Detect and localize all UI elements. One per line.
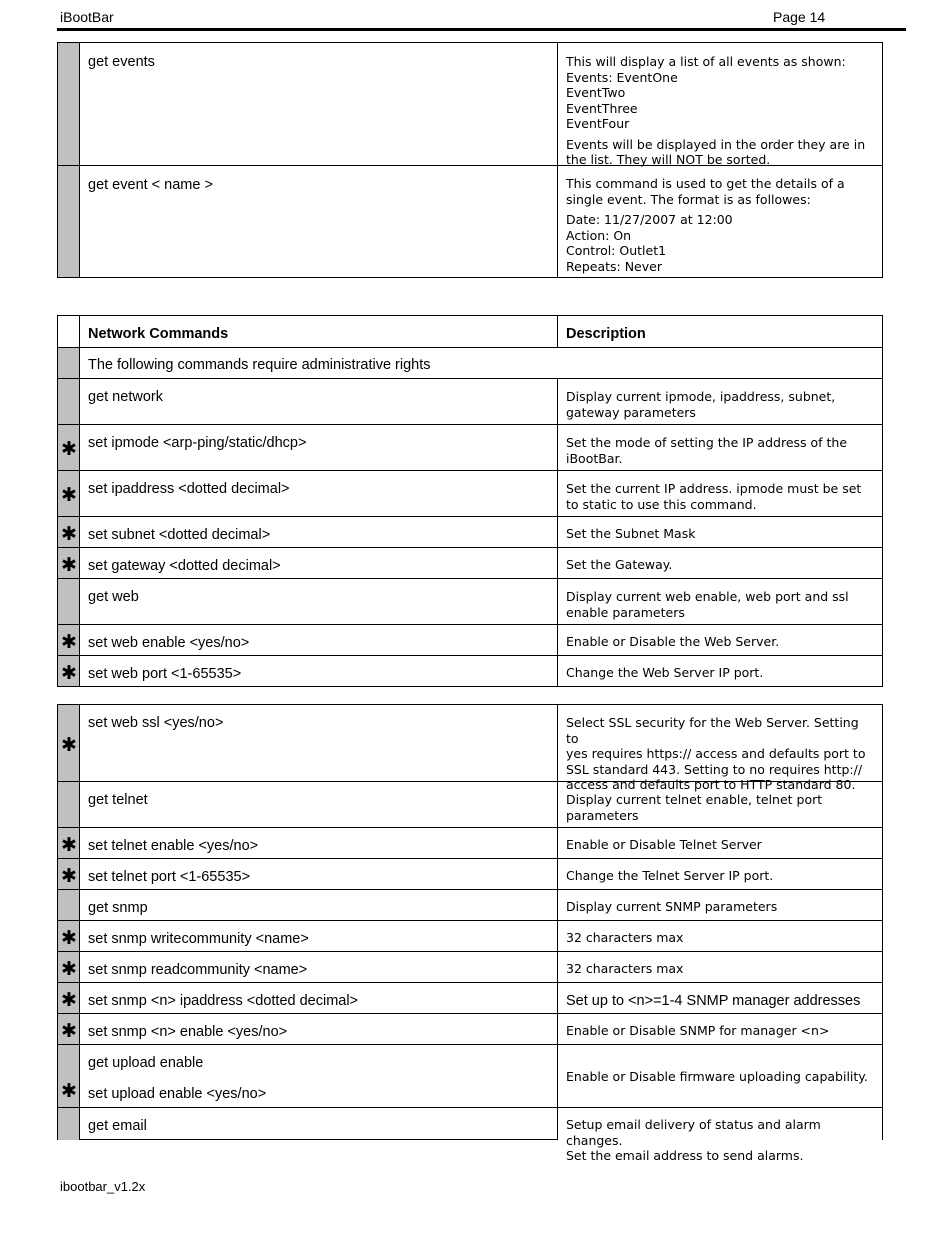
desc-line: Select SSL security for the Web Server. Setting to [566,715,859,746]
desc-line: enable parameters [566,604,685,620]
command-cell: get network [80,379,558,424]
desc-line: Enable or Disable the Web Server. [566,634,780,649]
description-cell [558,828,882,858]
command-cell: set snmp readcommunity <name> [80,952,558,982]
desc-line: to static to use this command. [566,496,757,512]
table-row [57,517,883,548]
description-cell [558,952,882,982]
description-cell [558,471,882,516]
description-cell [558,43,882,165]
row-marker [58,705,80,781]
desc-line: Repeats: Never [566,258,662,274]
admin-required-icon: ✱ [61,523,77,545]
description-cell [558,921,882,951]
desc-line: 32 characters max [566,961,684,976]
table-row [57,166,883,278]
table-row-email [57,1108,883,1163]
description-cell [558,859,882,889]
command-cell: get event < name > [80,166,558,277]
desc-line: This command is used to get the details of a [566,176,845,191]
row-marker [58,828,80,858]
command-cell: get events [80,43,558,165]
table-row [57,983,883,1014]
admin-rights-note: The following commands require administrative rights [88,357,431,373]
desc-line: Display current ipmode, ipaddress, subnet, [566,389,836,404]
table-row [57,625,883,656]
command-cell: set telnet enable <yes/no> [80,828,558,858]
admin-required-icon: ✱ [61,662,77,684]
table-row [57,890,883,921]
description-cell: Enable or Disable firmware uploading capability. [566,1069,868,1084]
desc-line: Set the mode of setting the IP address of the [566,435,848,450]
command-cell [80,1045,558,1107]
row-marker [58,656,80,686]
desc-line: gateway parameters [566,404,696,420]
row-marker [58,890,80,920]
table-row [57,42,883,166]
desc-line: Change the Web Server IP port. [566,665,764,680]
note-row [57,348,883,379]
desc-line: Display current telnet enable, telnet port [566,792,823,807]
desc-line: access and defaults port to HTTP standard 80. [566,777,856,792]
row-marker [58,782,80,827]
admin-required-icon: ✱ [61,438,77,460]
table-row [57,579,883,625]
row-marker [58,348,80,378]
desc-line: SSL standard 443. Setting to no requires http:// [566,761,863,777]
row-marker [58,983,80,1013]
desc-line: single event. The format is as followes: [566,191,811,207]
row-marker [58,425,80,470]
description-cell [558,782,882,827]
description-cell [558,890,882,920]
desc-line: Set the current IP address. ipmode must be set [566,481,862,496]
description-cell [558,166,882,277]
admin-required-icon: ✱ [61,927,77,949]
admin-required-icon: ✱ [61,834,77,856]
description-cell [558,656,882,686]
description-cell [558,579,882,624]
table-row [57,859,883,890]
command-cell: set web enable <yes/no> [80,625,558,655]
description-cell [558,983,882,1013]
row-marker [58,316,80,347]
table-row [57,704,883,792]
desc-line: Events will be displayed in the order they are in [566,136,866,152]
table-row [57,921,883,952]
row-marker [58,952,80,982]
command-cell: set web port <1-65535> [80,656,558,686]
command-cell: set web ssl <yes/no> [80,705,558,781]
desc-line: EventFour [566,116,630,131]
column-header-command: Network Commands [80,316,558,347]
command-text: get upload enable [88,1055,204,1071]
desc-line: Display current web enable, web port and ssl [566,589,849,604]
desc-line: Display current SNMP parameters [566,899,778,914]
admin-required-icon: ✱ [61,1020,77,1042]
desc-line: Control: Outlet1 [566,243,667,258]
desc-line: Events: EventOne [566,69,678,85]
desc-line: 32 characters max [566,930,684,945]
admin-required-icon: ✱ [61,1080,77,1102]
row-marker [58,625,80,655]
row-marker [58,43,80,165]
row-marker [58,471,80,516]
command-cell: set snmp <n> ipaddress <dotted decimal> [80,983,558,1013]
description-cell [558,625,882,655]
desc-line: the list. They will NOT be sorted. [566,152,771,167]
command-cell: get telnet [80,782,558,827]
row-marker [58,1014,80,1044]
row-marker [58,1108,80,1140]
column-header-description: Description [566,326,646,342]
network-commands-table [57,315,883,687]
desc-line: Set the email address to send alarms. [566,1148,804,1163]
footer-version: ibootbar_v1.2x [60,1179,146,1194]
admin-required-icon: ✱ [61,631,77,653]
desc-line: Date: 11/27/2007 at 12:00 [566,212,733,227]
desc-line: parameters [566,807,639,823]
desc-line: Set up to <n>=1-4 SNMP manager addresses [566,993,861,1009]
command-cell: set snmp <n> enable <yes/no> [80,1014,558,1044]
network-commands-table-continued [57,704,883,1163]
desc-line: Change the Telnet Server IP port. [566,868,774,883]
command-cell: get snmp [80,890,558,920]
command-cell: set gateway <dotted decimal> [80,548,558,578]
command-cell: set ipmode <arp-ping/static/dhcp> [80,425,558,470]
description-cell [558,1108,882,1163]
desc-line: Action: On [566,227,632,243]
table-row-upload [57,1045,883,1108]
desc-line: Enable or Disable SNMP for manager <n> [566,1023,830,1038]
row-marker [58,579,80,624]
command-text: set upload enable <yes/no> [88,1086,267,1102]
desc-line: Setup email delivery of status and alarm changes. [566,1117,821,1148]
desc-line: Set the Subnet Mask [566,526,696,541]
admin-required-icon: ✱ [61,484,77,506]
desc-line: This will display a list of all events as shown: [566,54,846,69]
row-marker [58,859,80,889]
admin-required-icon: ✱ [61,989,77,1011]
description-cell [558,1014,882,1044]
description-cell [558,548,882,578]
desc-line: iBootBar. [566,450,623,466]
command-cell: set telnet port <1-65535> [80,859,558,889]
admin-required-icon: ✱ [61,865,77,887]
events-table [57,42,883,278]
row-marker [58,548,80,578]
row-marker [58,921,80,951]
command-cell: get email [80,1108,558,1140]
table-header-row [57,315,883,348]
header-rule [57,28,906,31]
table-row [57,425,883,471]
admin-required-icon: ✱ [61,958,77,980]
desc-line: yes requires https:// access and defaults port to [566,746,866,761]
command-cell: set snmp writecommunity <name> [80,921,558,951]
page-number: Page 14 [773,9,826,25]
row-marker [58,166,80,277]
table-row [57,548,883,579]
admin-required-icon: ✱ [61,554,77,576]
table-row [57,1014,883,1045]
table-row [57,828,883,859]
row-marker [58,517,80,547]
description-cell [558,705,882,792]
description-cell [558,379,882,424]
command-cell: get web [80,579,558,624]
desc-line: EventTwo [566,85,626,100]
table-row [57,952,883,983]
description-cell [558,517,882,547]
table-row [57,656,883,687]
description-cell [558,425,882,470]
admin-required-icon: ✱ [61,734,77,756]
desc-line: Enable or Disable Telnet Server [566,837,762,852]
desc-line: EventThree [566,100,638,116]
table-row [57,782,883,828]
table-row [57,471,883,517]
desc-line: Set the Gateway. [566,557,673,572]
command-cell: set subnet <dotted decimal> [80,517,558,547]
row-marker [58,1045,80,1107]
command-cell: set ipaddress <dotted decimal> [80,471,558,516]
table-row [57,379,883,425]
page-header-title: iBootBar [60,9,114,25]
row-marker [58,379,80,424]
